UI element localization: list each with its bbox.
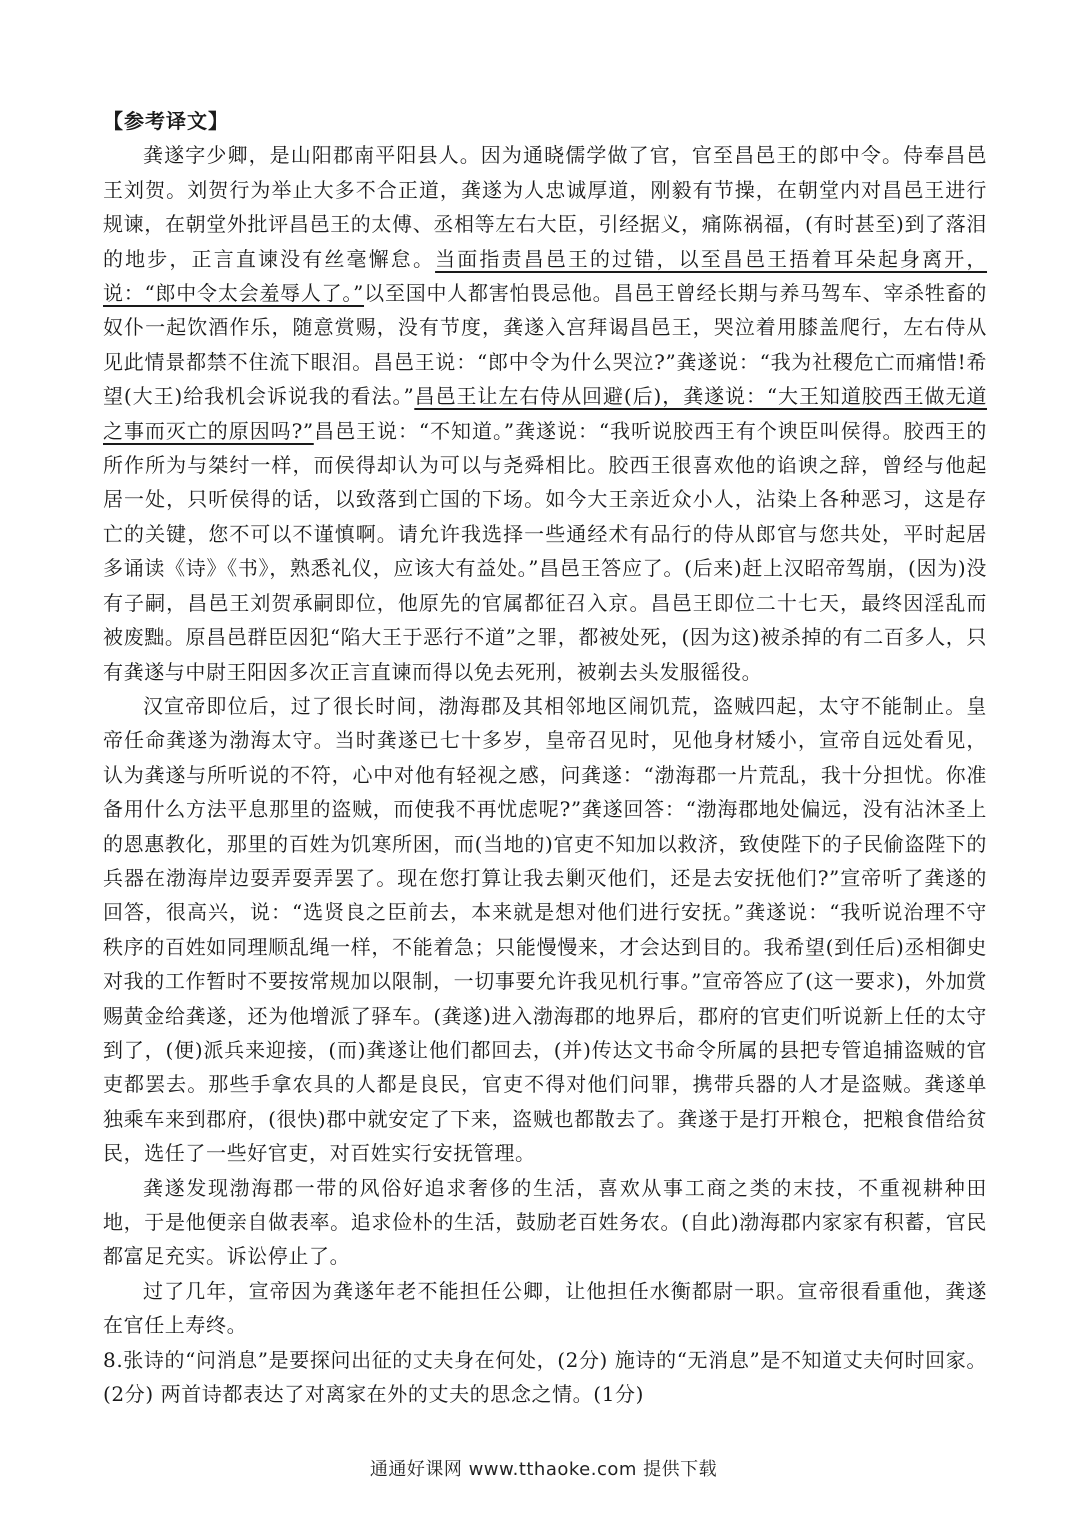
document-body bbox=[103, 104, 987, 1411]
section-heading: 【参考译文】 bbox=[103, 109, 229, 133]
paragraph-1-text-a: 龚遂字少卿，是山阳郡南平阳县人。因为通晓儒学做了官，官至昌邑王的郎中令。侍奉昌邑王刘贺。刘贺行为举止大多不合正道，龚遂为人忠诚厚道，刚毅有节操，在朝堂内对昌邑王进行规谏，在朝堂外批评昌邑王的太傅、丞相等左右大臣，引经据义，痛陈祸福，(有时甚至)到了落泪的地步，正言直谏没有丝毫懈怠。 bbox=[103, 143, 987, 271]
paragraph-1-text-c: 昌邑王说：“不知道。”龚遂说：“我听说胶西王有个谀臣叫侯得。胶西王的所作所为与桀纣一样，而侯得却认为可以与尧舜相比。胶西王很喜欢他的谄谀之辞，曾经与他起居一处，只听侯得的话，以致落到亡国的下场。如今大王亲近众小人，沾染上各种恶习，这是存亡的关键，您不可以不谨慎啊。请允许我选择一些通经术有品行的侍从郎官与您共处，平时起居多诵读《诗》《书》，熟悉礼仪，应该大有益处。”昌邑王答应了。(后来)赶上汉昭帝驾崩，(因为)没有子嗣，昌邑王刘贺承嗣即位，他原先的官属都征召入京。昌邑王即位二十七天，最终因淫乱而被废黜。原昌邑群臣因犯“陷大王于恶行不道”之罪，都被处死，(因为这)被杀掉的有二百多人，只有龚遂与中尉王阳因多次正言直谏而得以免去死刑，被剃去头发服徭役。 bbox=[103, 418, 987, 684]
answer-8: 8.张诗的“问消息”是要探问出征的丈夫身在何处，(2分) 施诗的“无消息”是不知道丈夫何时回家。(2分) 两首诗都表达了对离家在外的丈夫的思念之情。(1分) bbox=[103, 1347, 987, 1407]
paragraph-1-text-b: 以至国中人都害怕畏忌他。昌邑王曾经长期与养马驾车、宰杀牲畜的奴仆一起饮酒作乐，随意赏赐，没有节度，龚遂入宫拜谒昌邑王，哭泣着用膝盖爬行，左右侍从见此情景都禁不住流下眼泪。昌邑王说：“郎中令为什么哭泣?”龚遂说：“我为社稷危亡而痛惜!希望(大王)给我机会诉说我的看法。” bbox=[103, 281, 987, 409]
paragraph-1 bbox=[103, 138, 987, 689]
page-footer: 通通好课网 www.tthaoke.com 提供下载 bbox=[369, 1459, 718, 1480]
underlined-sentence-1: 当面指责昌邑王的过错，以至昌邑王捂着耳朵起身离开，说：“郎中令太会羞辱人了。” bbox=[103, 246, 988, 306]
underlined-sentence-2: 昌邑王让左右侍从回避(后)，龚遂说：“大王知道胶西王做无道之事而灭亡的原因吗?” bbox=[103, 384, 988, 443]
paragraph-2: 汉宣帝即位后，过了很长时间，渤海郡及其相邻地区闹饥荒，盗贼四起，太守不能制止。皇帝任命龚遂为渤海太守。当时龚遂已七十多岁，皇帝召见时，见他身材矮小，宣帝自远处看见，认为龚遂与所听说的不符，心中对他有轻视之感，问龚遂：“渤海郡一片荒乱，我十分担忧。你准备用什么方法平息那里的盗贼，而使我不再忧虑呢?”龚遂回答：“渤海郡地处偏远，没有沾沐圣上的恩惠教化，那里的百姓为饥寒所困，而(当地的)官吏不知加以救济，致使陛下的子民偷盗陛下的兵器在渤海岸边耍弄耍弄罢了。现在您打算让我去剿灭他们，还是去安抚他们?”宣帝听了龚遂的回答，很高兴，说：“选贤良之臣前去，本来就是想对他们进行安抚。”龚遂说：“我听说治理不守秩序的百姓如同理顺乱绳一样，不能着急；只能慢慢来，才会达到目的。我希望(到任后)丞相御史对我的工作暂时不要按常规加以限制，一切事要允许我见机行事。”宣帝答应了(这一要求)，外加赏赐黄金给龚遂，还为他增派了驿车。(龚遂)进入渤海郡的地界后，郡府的官吏们听说新上任的太守到了，(便)派兵来迎接，(而)龚遂让他们都回去，(并)传达文书命令所属的县把专管追捕盗贼的官吏都罢去。那些手拿农具的人都是良民，官吏不得对他们问罪，携带兵器的人才是盗贼。龚遂单独乘车来到郡府，(很快)郡中就安定了下来，盗贼也都散去了。龚遂于是打开粮仓，把粮食借给贫民，选任了一些好官吏，对百姓实行安抚管理。 bbox=[103, 693, 987, 1166]
paragraph-4: 过了几年，宣帝因为龚遂年老不能担任公卿，让他担任水衡都尉一职。宣帝很看重他，龚遂在官任上寿终。 bbox=[103, 1278, 987, 1338]
paragraph-3: 龚遂发现渤海郡一带的风俗好追求奢侈的生活，喜欢从事工商之类的末技，不重视耕种田地，于是他便亲自做表率。追求俭朴的生活，鼓励老百姓务农。(自此)渤海郡内家家有积蓄，官民都富足充实。诉讼停止了。 bbox=[103, 1175, 987, 1269]
